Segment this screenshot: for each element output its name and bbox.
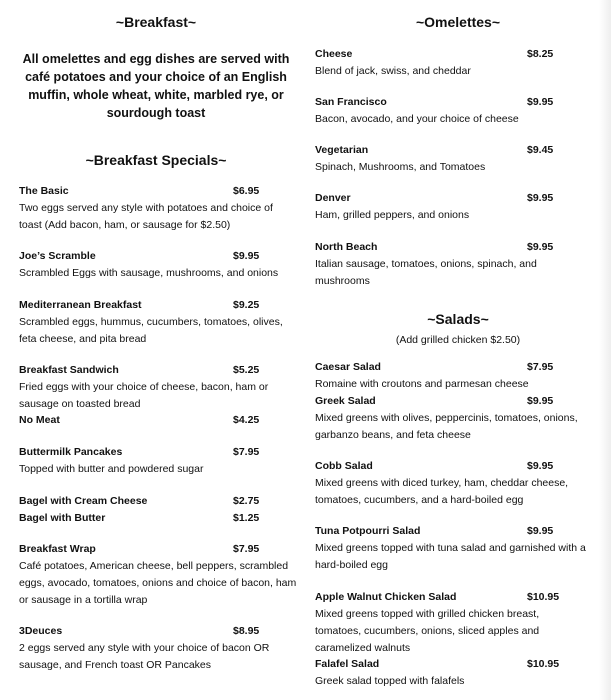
item-price: $9.95 (233, 250, 260, 262)
intro-line: All omelettes and egg dishes are served with (22, 52, 290, 66)
menu-item-header (315, 94, 554, 111)
item-description: Topped with butter and powdered sugar (19, 463, 204, 475)
item-description: garbanzo beans, and feta cheese (315, 429, 471, 441)
item-price: $6.95 (233, 185, 260, 197)
menu-item (315, 523, 586, 574)
item-price: $10.95 (527, 591, 560, 603)
menu-item-header (19, 444, 260, 461)
item-name: Bagel with Cream Cheese (19, 495, 148, 507)
item-description: 2 eggs served any style with your choice of bacon OR (19, 642, 270, 654)
menu-item (315, 94, 554, 128)
item-name: Greek Salad (315, 395, 376, 407)
intro-line: café potatoes and your choice of an English (25, 70, 287, 84)
item-name: Caesar Salad (315, 361, 381, 373)
menu-item-header (315, 393, 578, 410)
item-price: $9.95 (527, 460, 554, 472)
breakfast-intro (10, 50, 302, 122)
item-name: Breakfast Sandwich (19, 364, 119, 376)
item-name: Bagel with Butter (19, 512, 106, 524)
menu-item-header (19, 183, 273, 200)
menu-item (315, 46, 554, 80)
item-description: Scrambled Eggs with sausage, mushrooms, and onions (19, 267, 279, 279)
page-edge-shadow (599, 0, 611, 700)
menu-item-header (19, 493, 260, 510)
item-name: North Beach (315, 241, 378, 253)
item-description: Mixed greens topped with tuna salad and garnished with a (315, 542, 586, 554)
item-name: Joe’s Scramble (19, 250, 96, 262)
item-description: sausage on toasted bread (19, 398, 141, 410)
menu-item-header (315, 142, 554, 159)
omelettes-heading: ~Omelettes~ (415, 14, 501, 30)
menu-item-header (315, 190, 554, 207)
item-description: mushrooms (315, 275, 370, 287)
menu-item-header (19, 510, 260, 527)
item-description: Two eggs served any style with potatoes and choice of (19, 202, 273, 214)
item-description: Greek salad topped with falafels (315, 675, 465, 687)
item-description: Blend of jack, swiss, and cheddar (315, 65, 471, 77)
item-description: Mixed greens with olives, peppercinis, tomatoes, onions, (315, 412, 578, 424)
item-name: San Francisco (315, 96, 387, 108)
item-description: Bacon, avocado, and your choice of cheese (315, 113, 519, 125)
item-description: Fried eggs with your choice of cheese, bacon, ham or (19, 381, 269, 393)
item-name: Cobb Salad (315, 460, 373, 472)
breakfast-specials-heading: ~Breakfast Specials~ (85, 152, 227, 168)
intro-line: muffin, whole wheat, white, marbled rye, or (28, 88, 284, 102)
menu-item (315, 142, 554, 176)
item-price: $9.45 (527, 144, 554, 156)
menu-item-header (315, 589, 560, 606)
menu-item-header (19, 248, 278, 265)
item-name: Denver (315, 192, 351, 204)
item-name: Mediterranean Breakfast (19, 299, 142, 311)
item-name: Tuna Potpourri Salad (315, 525, 421, 537)
menu-item-header (315, 523, 586, 540)
item-description: Spinach, Mushrooms, and Tomatoes (315, 161, 486, 173)
item-price: $5.25 (233, 364, 260, 376)
menu-item (19, 510, 260, 527)
item-description: hard-boiled egg (315, 559, 388, 571)
item-name: Cheese (315, 48, 353, 60)
menu-item (315, 589, 560, 657)
item-description: or sausage in a tortilla wrap (19, 594, 148, 606)
item-name: Vegetarian (315, 144, 369, 156)
item-price: $9.95 (527, 241, 554, 253)
intro-line: sourdough toast (106, 106, 206, 120)
menu-item (19, 412, 260, 429)
item-price: $8.95 (233, 625, 260, 637)
item-name: Apple Walnut Chicken Salad (315, 591, 457, 603)
item-description: feta cheese, and pita bread (19, 333, 147, 345)
menu-item (19, 183, 273, 234)
item-description: eggs, avocado, tomatoes, onions and choice of bacon, ham (19, 577, 297, 589)
item-name: No Meat (19, 414, 60, 426)
item-price: $2.75 (233, 495, 260, 507)
menu-item (315, 359, 554, 393)
menu-item-header (19, 297, 283, 314)
item-price: $7.95 (233, 446, 260, 458)
item-price: $8.25 (527, 48, 554, 60)
menu-item (315, 393, 578, 444)
item-name: 3Deuces (19, 625, 63, 637)
item-name: Buttermilk Pancakes (19, 446, 123, 458)
item-price: $1.25 (233, 512, 260, 524)
menu-item (315, 656, 560, 690)
menu-item-header (315, 46, 554, 63)
item-description: Café potatoes, American cheese, bell peppers, scrambled (19, 560, 289, 572)
item-description: tomatoes, cucumbers, onions, sliced apples and (315, 625, 540, 637)
menu-item (19, 248, 278, 282)
menu-item (19, 444, 260, 478)
item-description: tomatoes, cucumbers, and a hard-boiled egg (315, 494, 524, 506)
item-price: $9.95 (527, 395, 554, 407)
item-price: $10.95 (527, 658, 560, 670)
menu-item-header (315, 656, 560, 673)
item-price: $9.95 (527, 525, 554, 537)
item-description: sausage, and French toast OR Pancakes (19, 659, 212, 671)
menu-item-header (315, 359, 554, 376)
item-price: $7.95 (527, 361, 554, 373)
menu-item (19, 623, 269, 674)
item-price: $9.95 (527, 96, 554, 108)
menu-item (315, 190, 554, 224)
menu-item (19, 297, 283, 348)
item-description: Italian sausage, tomatoes, onions, spinach, and (315, 258, 537, 270)
item-description: Mixed greens topped with grilled chicken breast, (315, 608, 540, 620)
item-price: $7.95 (233, 543, 260, 555)
item-price: $4.25 (233, 414, 260, 426)
menu-item (315, 458, 568, 509)
menu-item-header (19, 412, 260, 429)
item-price: $9.25 (233, 299, 260, 311)
menu-item-header (315, 458, 568, 475)
breakfast-heading: ~Breakfast~ (115, 14, 197, 30)
item-price: $9.95 (527, 192, 554, 204)
item-name: Breakfast Wrap (19, 543, 96, 555)
item-description: caramelized walnuts (315, 642, 411, 654)
menu-item-header (19, 541, 296, 558)
menu-item (315, 239, 554, 290)
item-description: Mixed greens with diced turkey, ham, cheddar cheese, (315, 477, 569, 489)
item-description: Romaine with croutons and parmesan cheese (315, 378, 529, 390)
salads-heading: ~Salads~ (427, 311, 489, 327)
item-description: Scrambled eggs, hummus, cucumbers, tomatoes, olives, (19, 316, 283, 328)
item-description: Ham, grilled peppers, and onions (315, 209, 470, 221)
menu-item-header (315, 239, 554, 256)
item-description: toast (Add bacon, ham, or sausage for $2.50) (19, 219, 231, 231)
menu-item (19, 493, 260, 510)
menu-item-header (19, 362, 268, 379)
menu-item-header (19, 623, 269, 640)
menu-item (19, 362, 268, 413)
salads-note: (Add grilled chicken $2.50) (395, 334, 521, 346)
item-name: The Basic (19, 185, 69, 197)
menu-item (19, 541, 296, 609)
item-name: Falafel Salad (315, 658, 380, 670)
